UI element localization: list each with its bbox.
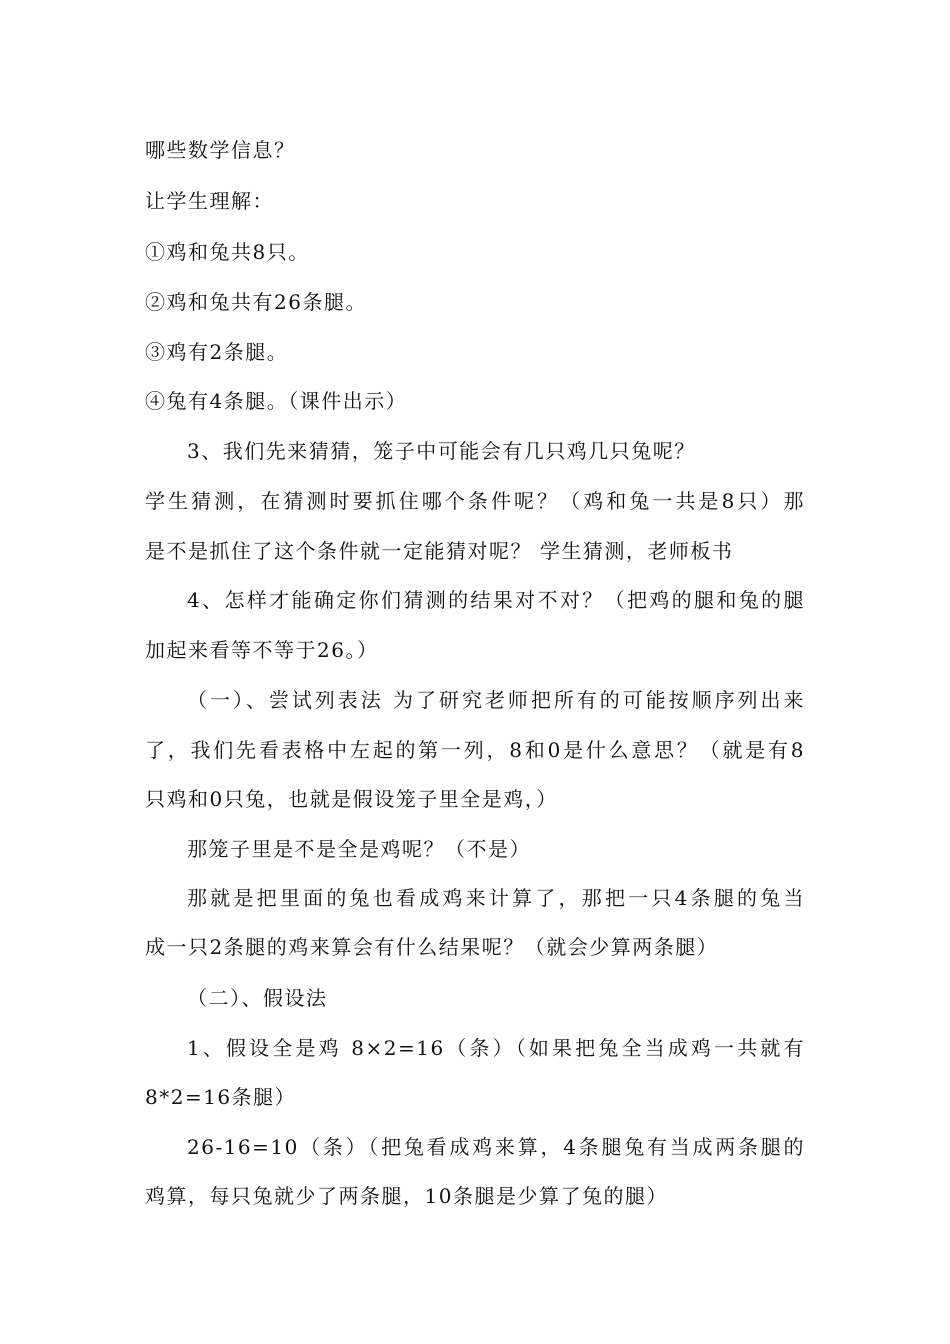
text-line: （二）、假设法 (187, 986, 328, 1010)
text-line: 26-16=10（条）（把兔看成鸡来算，4条腿兔有当成两条腿的 (187, 1135, 805, 1159)
text-line: 成一只2条腿的鸡来算会有什么结果呢？（就会少算两条腿） (145, 935, 719, 959)
text-line: ④兔有4条腿。（课件出示） (145, 389, 408, 413)
text-line: 8*2=16条腿） (145, 1085, 297, 1109)
text-line: 学生猜测，在猜测时要抓住哪个条件呢？（鸡和兔一共是8只）那 (145, 489, 805, 513)
text-line: 那笼子里是不是全是鸡呢？（不是） (187, 837, 531, 861)
text-line: 只鸡和0只兔，也就是假设笼子里全是鸡，） (145, 787, 558, 811)
text-line: 那就是把里面的兔也看成鸡来计算了，那把一只4条腿的兔当 (187, 886, 805, 910)
text-line: ①鸡和兔共8只。 (145, 240, 310, 264)
text-line: 3、我们先来猜猜，笼子中可能会有几只鸡几只兔呢？ (187, 439, 696, 463)
text-line: ②鸡和兔共有26条腿。 (145, 290, 367, 314)
text-line: 让学生理解： (145, 189, 274, 213)
text-line: 加起来看等不等于26。） (145, 638, 379, 662)
text-line: 了，我们先看表格中左起的第一列，8和0是什么意思？（就是有8 (145, 738, 805, 762)
text-line: （一）、尝试列表法 为了研究老师把所有的可能按顺序列出来 (187, 688, 805, 712)
text-line: 1、假设全是鸡 8×2=16（条）（如果把兔全当成鸡一共就有 (187, 1036, 805, 1060)
text-line: 哪些数学信息？ (145, 138, 296, 162)
text-line: 鸡算，每只兔就少了两条腿，10条腿是少算了兔的腿） (145, 1184, 668, 1208)
text-line: 是不是抓住了这个条件就一定能猜对呢？ 学生猜测，老师板书 (145, 539, 734, 563)
text-line: 4、怎样才能确定你们猜测的结果对不对？（把鸡的腿和兔的腿 (187, 588, 805, 612)
text-line: ③鸡有2条腿。 (145, 340, 289, 364)
